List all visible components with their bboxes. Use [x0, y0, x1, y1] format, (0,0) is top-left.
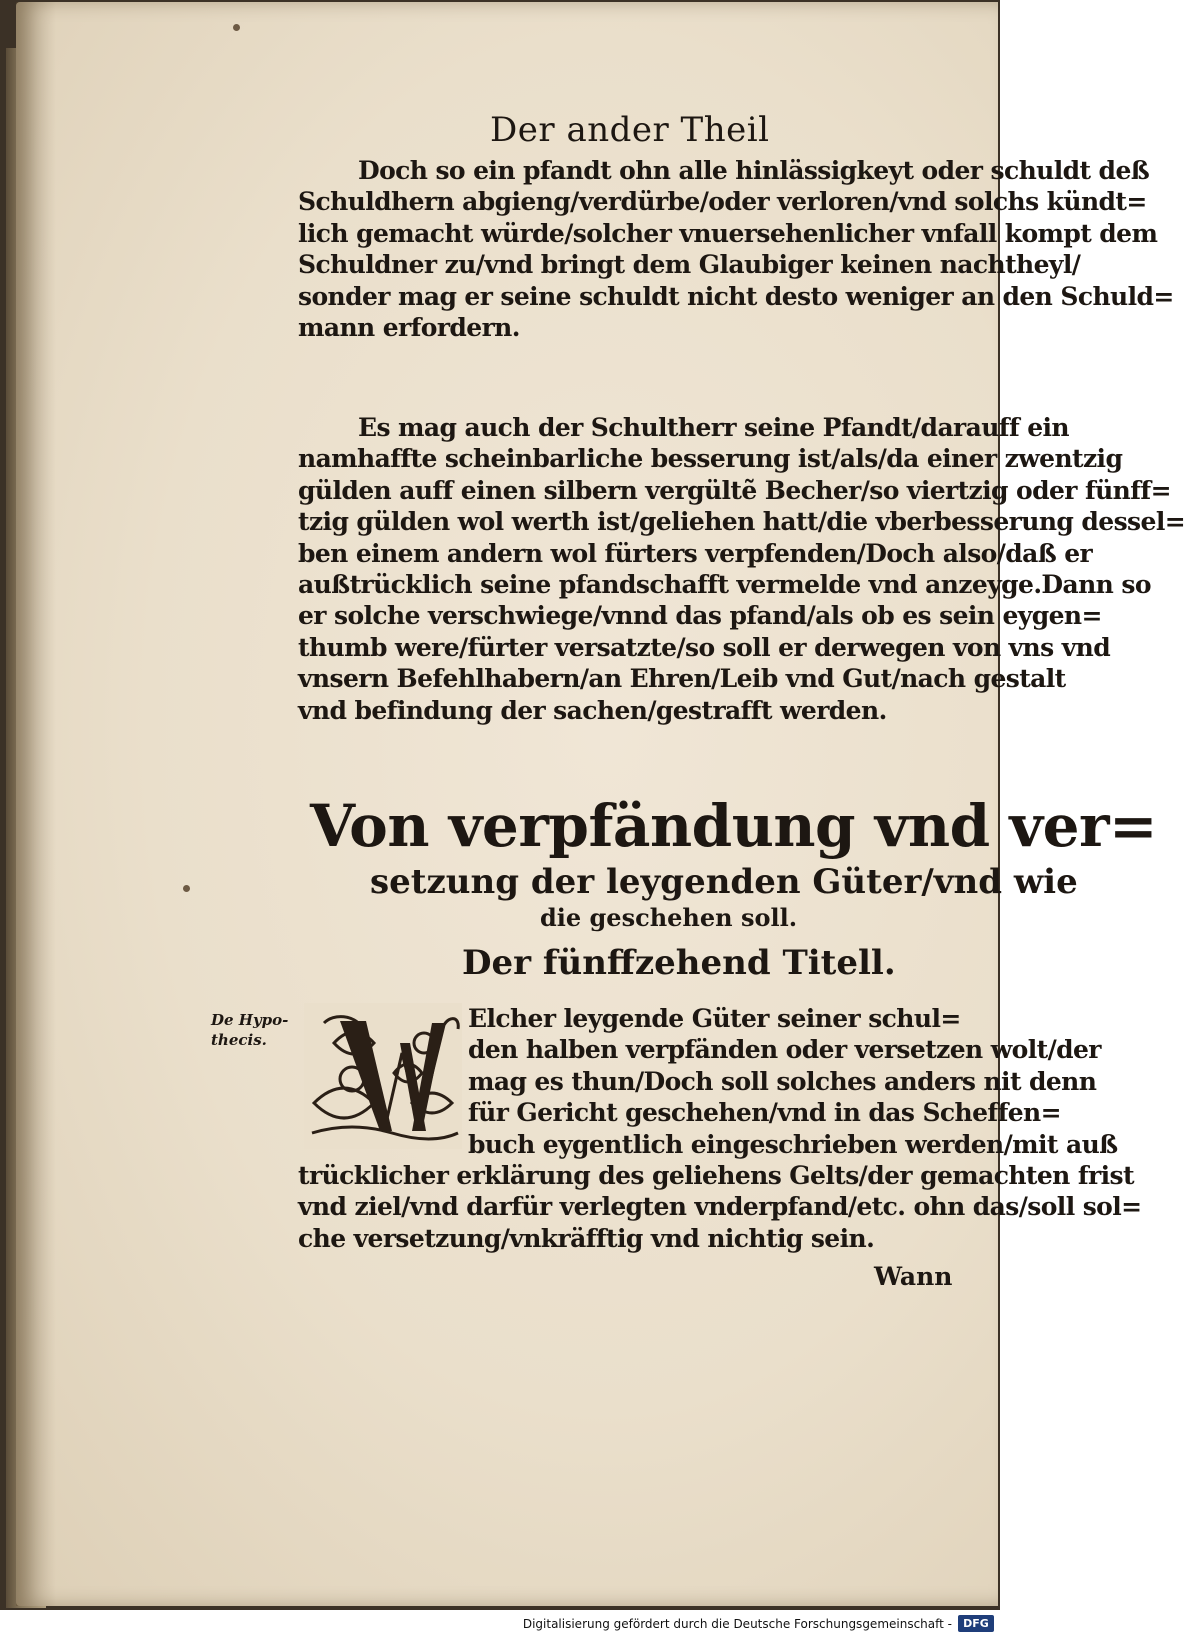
title-number: Der fünffzehend Titell. [462, 943, 896, 983]
ink-speck [233, 24, 240, 31]
section-heading-line-3: die geschehen soll. [540, 903, 798, 932]
paragraph-line: Doch so ein pfandt ohn alle hinlässigkeyt oder schuldt deß [358, 156, 1150, 185]
paragraph-line: Es mag auch der Schultherr seine Pfandt/darauff ein [358, 413, 1069, 442]
footer-credit: Digitalisierung gefördert durch die Deutsche Forschungsgemeinschaft - [522, 1617, 952, 1631]
margin-note: De Hypo-thecis. [211, 1011, 289, 1049]
catchword: Wann [874, 1262, 953, 1291]
paragraph-line: gülden auff einen silbern vergültẽ Becher/so viertzig oder fünff= [298, 475, 1171, 505]
paragraph-2 [298, 412, 1185, 726]
paragraph-line: vnd befindung der sachen/gestrafft werden. [298, 695, 887, 725]
paragraph-3 [298, 1003, 1142, 1254]
paragraph-line: namhaffte scheinbarliche besserung ist/als/da einer zwentzig [298, 444, 1123, 474]
paragraph-line: lich gemacht würde/solcher vnuersehenlicher vnfall kompt dem [298, 218, 1158, 248]
paragraph-1 [298, 155, 1174, 343]
paragraph-line: tzig gülden wol werth ist/geliehen hatt/die vberbesserung dessel= [298, 507, 1185, 537]
paragraph-line: trücklicher erklärung des geliehens Gelts/der gemachten frist [298, 1161, 1134, 1191]
paragraph-line: thumb were/fürter versatzte/so soll er derwegen von vns vnd [298, 632, 1111, 662]
paragraph-line: den halben verpfänden oder versetzen wolt/der [468, 1035, 1101, 1065]
paragraph-line: mann erfordern. [298, 313, 520, 343]
paragraph-line: vnd ziel/vnd darfür verlegten vnderpfand/etc. ohn das/soll sol= [298, 1192, 1142, 1222]
dfg-logo: DFG [958, 1615, 994, 1632]
paragraph-line: mag es thun/Doch soll solches anders nit denn [468, 1066, 1097, 1096]
paragraph-line: sonder mag er seine schuldt nicht desto weniger an den Schuld= [298, 281, 1174, 311]
paragraph-line: ben einem andern wol fürters verpfenden/Doch also/daß er [298, 538, 1093, 568]
paragraph-line: er solche verschwiege/vnnd das pfand/als ob es sein eygen= [298, 601, 1102, 631]
section-heading-line-2: setzung der leygenden Güter/vnd wie [370, 862, 1078, 902]
ink-speck [183, 885, 190, 892]
paragraph-line: Elcher leygende Güter seiner schul= [468, 1004, 961, 1033]
paragraph-line: buch eygentlich eingeschrieben werden/mit auß [468, 1129, 1118, 1159]
paragraph-line: Schuldhern abgieng/verdürbe/oder verloren/vnd solchs kündt= [298, 187, 1147, 217]
paragraph-line: außtrücklich seine pfandschafft vermelde vnd anzeyge.Dann so [298, 570, 1151, 600]
footer-bar [0, 1610, 1000, 1639]
paragraph-line: Schuldner zu/vnd bringt dem Glaubiger keinen nachtheyl/ [298, 250, 1081, 280]
gutter-shadow [16, 2, 56, 1606]
paragraph-line: che versetzung/vnkräfftig vnd nichtig sein. [298, 1223, 875, 1253]
section-heading: Von verpfändung vnd ver= [310, 792, 1158, 860]
paragraph-line: für Gericht geschehen/vnd in das Scheffen= [468, 1098, 1061, 1128]
paragraph-line: vnsern Befehlhabern/an Ehren/Leib vnd Gut/nach gestalt [298, 664, 1066, 694]
running-head: Der ander Theil [490, 110, 770, 150]
